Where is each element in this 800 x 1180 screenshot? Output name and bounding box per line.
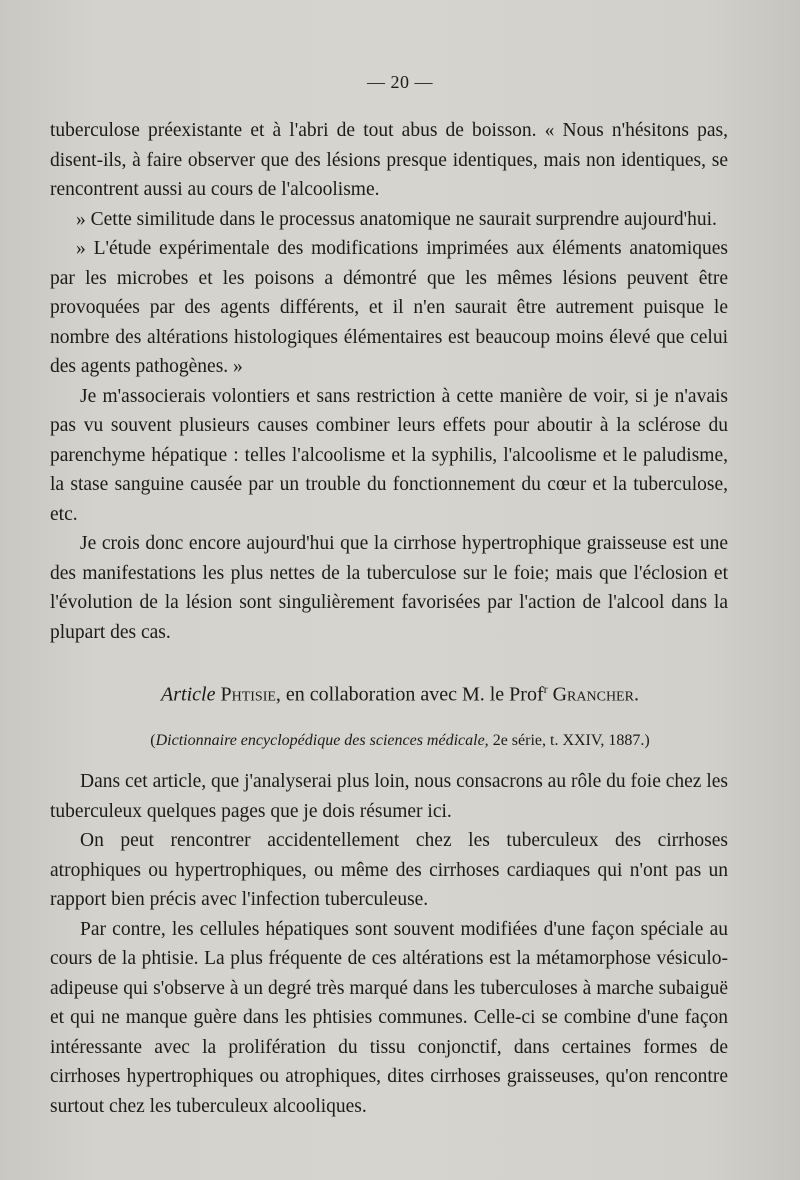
citation-source: Dictionnaire encyclopédique des sciences médicale,	[155, 732, 489, 749]
heading-prof-superscript: r	[543, 682, 548, 696]
paragraph-crois-donc: Je crois donc encore aujourd'hui que la cirrhose hypertrophique graisseuse est une des manifestations les plus nettes de la tuberculose sur le foie; mais que l'éclosion et l'évolution de la lésion sont singulièrement favorisées par l'action de l'alcool dans la plupart des cas.	[50, 533, 728, 643]
article-citation	[0, 732, 800, 750]
paragraph-quote-similitude: » Cette similitude dans le processus anatomique ne saurait surprendre aujourd'hui.	[76, 208, 717, 230]
page-number: — 20 —	[367, 72, 433, 92]
paragraph-cirrhoses: On peut rencontrer accidentellement chez les tuberculeux des cirrhoses atrophiques ou hypertrophiques, ou même des cirrhoses cardiaques qui n'ont pas un rapport bien précis avec l'infection tuberculeuse.	[50, 830, 728, 910]
citation-open-paren: (	[150, 732, 156, 749]
heading-article-word: Article	[161, 683, 216, 706]
heading-collaboration: en collaboration avec M. le Prof	[285, 683, 544, 706]
text-block-top	[50, 116, 728, 647]
paragraph-cellules: Par contre, les cellules hépatiques sont souvent modifiées d'une façon spéciale au cours de la phtisie. La plus fréquente de ces altérations est la métamorphose vésiculo-adipeuse qui s'observe à un degré très marqué dans les tuberculoses à marche subaiguë et qui ne manque guère dans les phtisies communes. Celle-ci se combine d'une façon intéressante avec la prolifération du tissu conjonctif, dans certaines formes de cirrhoses hypertrophiques ou atrophiques, dites cirrhoses graisseuses, qu'on rencontre surtout chez les tuberculeux alcooliques.	[50, 918, 728, 1117]
paragraph-quote-etude: » L'étude expérimentale des modifications imprimées aux éléments anatomiques par les microbes et les poisons a démontré que les mêmes lésions peuvent être provoquées par des agents différents, et il n'en saurait être autrement puisque le nombre des altérations histologiques élémentaires est beaucoup moins élevé que celui des agents pathogènes. »	[50, 238, 728, 377]
heading-subject: Phtisie,	[220, 683, 281, 706]
paragraph-continued: tuberculose préexistante et à l'abri de tout abus de boisson. « Nous n'hésitons pas, disent-ils, à faire observer que des lésions presque identiques, mais non identiques, se rencontrent aussi au cours de l'alcoolisme.	[50, 120, 728, 200]
citation-details: 2e série, t. XXIV, 1887.)	[492, 732, 650, 749]
heading-coauthor: Grancher.	[552, 683, 639, 706]
text-block-bottom	[50, 767, 728, 1121]
paragraph-associerais: Je m'associerais volontiers et sans restriction à cette manière de voir, si je n'avais pas vu souvent plusieurs causes combiner leurs effets pour aboutir à la sclérose du parenchyme hépatique : telles l'alcoolisme et la syphilis, l'alcoolisme et le paludisme, la stase sanguine causée par un trouble du fonctionnement du cœur et la tuberculose, etc.	[50, 385, 728, 525]
article-heading	[0, 682, 800, 707]
paragraph-article-intro: Dans cet article, que j'analyserai plus loin, nous consacrons au rôle du foie chez les tuberculeux quelques pages que je dois résumer ici.	[50, 771, 728, 822]
